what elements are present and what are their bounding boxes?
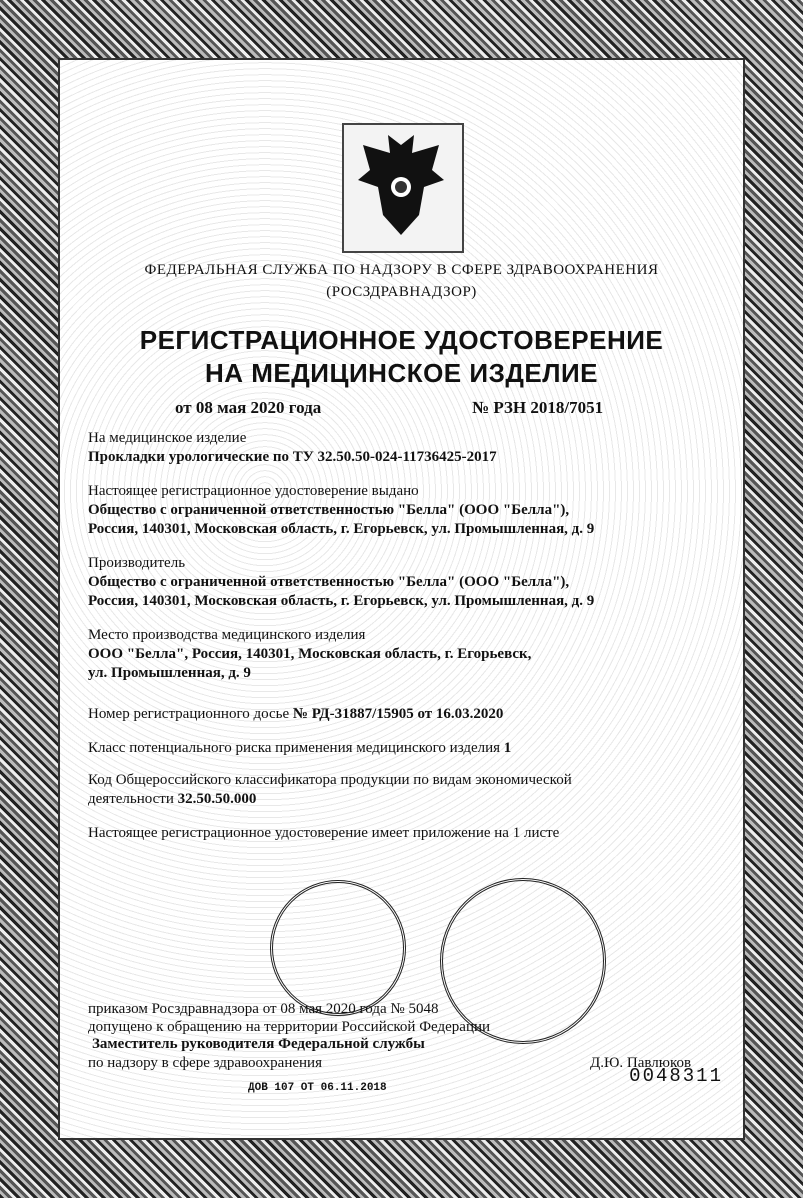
dossier-row <box>88 706 503 723</box>
dossier-number: № РД-31887/15905 от 16.03.2020 <box>292 706 504 722</box>
agency-short-name: (РОСЗДРАВНАДЗОР) <box>326 284 477 300</box>
signatory-name: Д.Ю. Павлюков <box>590 1055 692 1071</box>
risk-class-row <box>88 740 511 757</box>
production-site-line2: ул. Промышленная, д. 9 <box>88 665 251 681</box>
copy-stamp-text: ДОВ 107 ОТ 06.11.2018 <box>248 1082 387 1094</box>
okp-label: Код Общероссийского классификатора продукции по видам экономической <box>88 772 572 788</box>
manufacturer-label: Производитель <box>88 555 186 571</box>
issued-to-line2: Россия, 140301, Московская область, г. Егорьевск, ул. Промышленная, д. 9 <box>88 521 595 537</box>
serial-number: 0048311 <box>629 1065 723 1087</box>
issued-label: Настоящее регистрационное удостоверение выдано <box>88 483 419 499</box>
issue-date: от 08 мая 2020 года <box>175 398 322 417</box>
okp-label2: деятельности <box>88 791 178 807</box>
issued-to-line1: Общество с ограниченной ответственностью "Белла" (ООО "Белла"), <box>88 502 570 518</box>
coat-of-arms-emblem <box>342 123 464 253</box>
okp-code: 32.50.50.000 <box>177 791 257 807</box>
order-line1: приказом Росздравнадзора от 08 мая 2020 года № 5048 <box>88 1001 439 1017</box>
production-site-line1: ООО "Белла", Россия, 140301, Московская область, г. Егорьевск, <box>88 646 532 662</box>
device-label: На медицинское изделие <box>88 430 247 446</box>
company-seal <box>270 880 406 1016</box>
order-line2: допущено к обращению на территории Российской Федерации <box>88 1019 491 1035</box>
signatory-title-line1: Заместитель руководителя Федеральной службы <box>92 1036 425 1052</box>
registration-number: № РЗН 2018/7051 <box>472 398 604 417</box>
production-site-label: Место производства медицинского изделия <box>88 627 366 643</box>
manufacturer-line1: Общество с ограниченной ответственностью "Белла" (ООО "Белла"), <box>88 574 570 590</box>
appendix-note: Настоящее регистрационное удостоверение имеет приложение на 1 листе <box>88 825 560 841</box>
risk-class-label: Класс потенциального риска применения медицинского изделия <box>88 740 504 756</box>
okp-row <box>88 791 256 808</box>
risk-class-value: 1 <box>503 740 512 756</box>
manufacturer-line2: Россия, 140301, Московская область, г. Егорьевск, ул. Промышленная, д. 9 <box>88 593 595 609</box>
dossier-label: Номер регистрационного досье <box>88 706 293 722</box>
device-name: Прокладки урологические по ТУ 32.50.50-024-11736425-2017 <box>88 449 497 465</box>
document-title: РЕГИСТРАЦИОННОЕ УДОСТОВЕРЕНИЕ <box>139 325 664 355</box>
document-subtitle: НА МЕДИЦИНСКОЕ ИЗДЕЛИЕ <box>205 358 598 388</box>
signatory-title-line2: по надзору в сфере здравоохранения <box>88 1055 322 1071</box>
agency-name: ФЕДЕРАЛЬНАЯ СЛУЖБА ПО НАДЗОРУ В СФЕРЕ ЗДРАВООХРАНЕНИЯ <box>144 262 659 278</box>
